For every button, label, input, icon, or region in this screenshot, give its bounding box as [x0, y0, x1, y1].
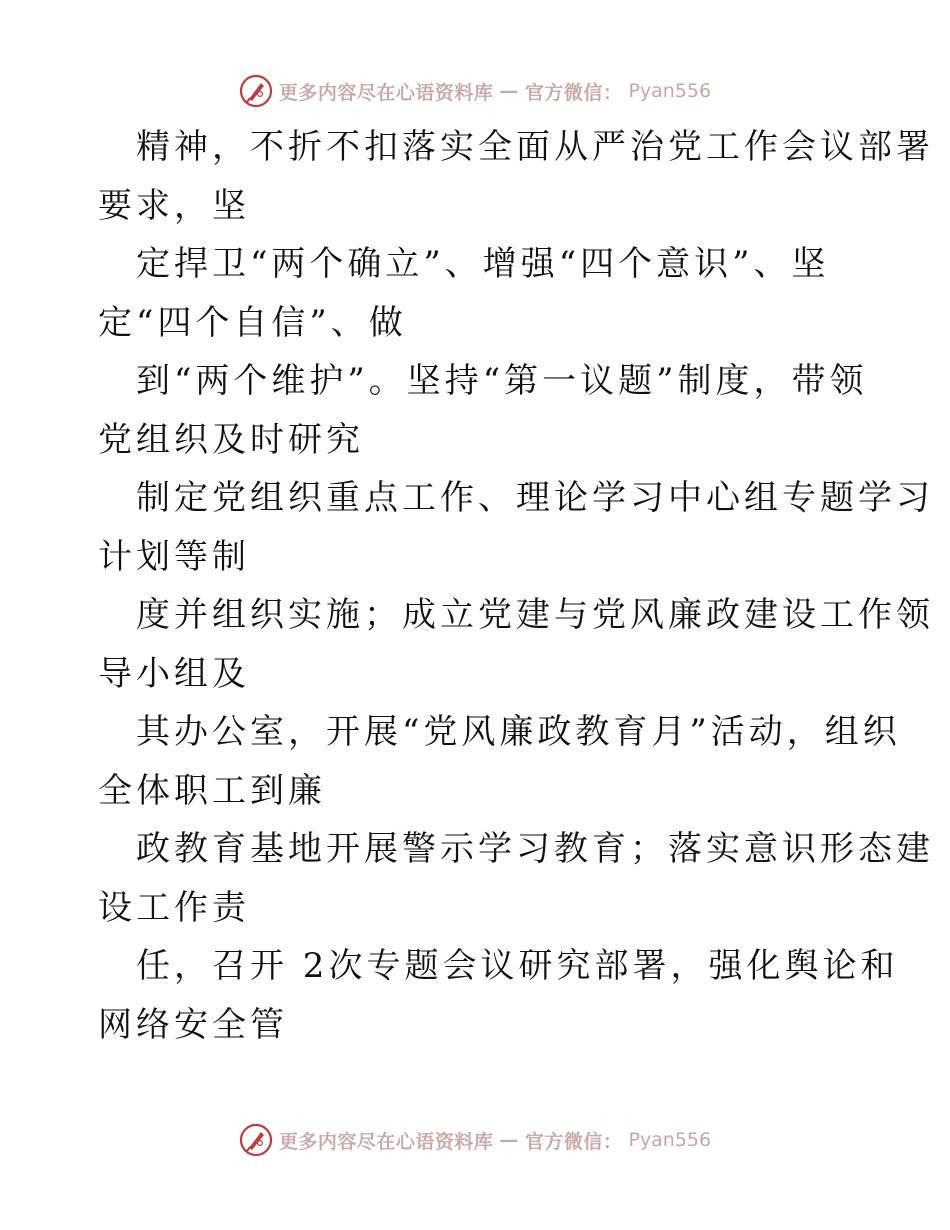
body-line: 度并组织实施；成立党建与党风廉政建设工作领: [136, 595, 934, 635]
header-site-text: 更多内容尽在心语资料库: [278, 81, 494, 104]
body-line: 定“四个自信”、做: [98, 302, 407, 343]
body-line: 全体职工到廉: [98, 770, 326, 811]
body-line: 网络安全管: [98, 1004, 288, 1045]
body-line: 导小组及: [98, 653, 250, 694]
body-line: 到“两个维护”。坚持“第一议题”制度，带领: [136, 361, 868, 401]
footer-dash: —: [499, 1129, 519, 1151]
body-line: 任，召开 2次专题会议研究部署，强化舆论和: [136, 946, 899, 986]
header-dash: —: [499, 80, 519, 102]
quill-pen-logo-icon: [239, 1123, 273, 1157]
footer-site-text: 更多内容尽在心语资料库: [278, 1130, 494, 1153]
body-line: 设工作责: [98, 887, 250, 928]
body-line: 党组织及时研究: [98, 419, 364, 460]
footer-watermark-banner: [0, 1120, 950, 1160]
body-line: 精神，不折不扣落实全面从严治党工作会议部署: [136, 127, 934, 167]
body-line: 政教育基地开展警示学习教育；落实意识形态建: [136, 829, 934, 869]
quill-pen-logo-icon: [239, 74, 273, 108]
body-line: 计划等制: [98, 536, 250, 577]
document-body: [98, 118, 934, 1054]
body-line: 要求，坚: [98, 185, 250, 226]
body-line: 定捍卫“两个确立”、增强“四个意识”、坚: [136, 244, 830, 284]
header-wechat-id: Pyan556: [628, 80, 712, 102]
header-wechat-label: 官方微信：: [524, 81, 623, 104]
body-line: 制定党组织重点工作、理论学习中心组专题学习: [136, 478, 934, 518]
body-line: 其办公室，开展“党风廉政教育月”活动，组织: [136, 712, 901, 752]
footer-wechat-label: 官方微信：: [524, 1130, 623, 1153]
footer-wechat-id: Pyan556: [628, 1129, 712, 1151]
header-watermark-banner: [0, 71, 950, 111]
